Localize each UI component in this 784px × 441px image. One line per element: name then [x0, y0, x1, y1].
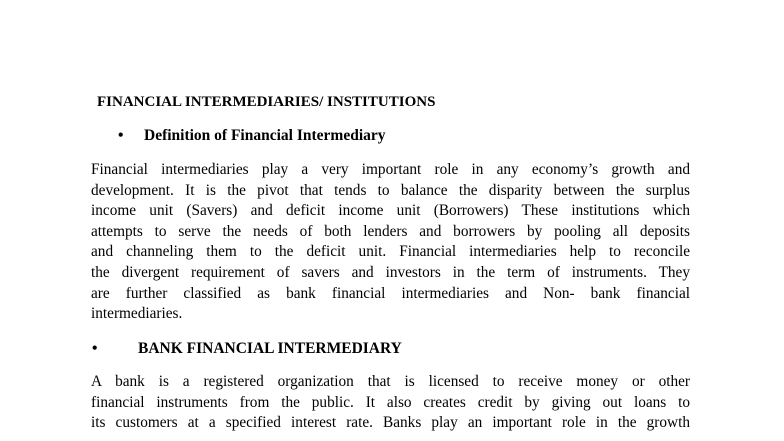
paragraph-line: attempts to serve the needs of both lenders and borrowers by pooling all deposits [91, 222, 690, 240]
bullet-icon: • [118, 127, 124, 144]
paragraph-line: income unit (Savers) and deficit income unit (Borrowers) These institutions which [91, 202, 690, 220]
section-title: BANK FINANCIAL INTERMEDIARY [138, 340, 402, 357]
bullet-icon: • [92, 340, 98, 357]
section-title: Definition of Financial Intermediary [144, 127, 386, 144]
definition-paragraph [91, 160, 690, 325]
paragraph-line: intermediaries. [91, 305, 183, 323]
page-heading: FINANCIAL INTERMEDIARIES/ INSTITUTIONS [97, 94, 436, 110]
paragraph-line: the divergent requirement of savers and investors in the term of instruments. They [91, 263, 690, 281]
paragraph-line: and channeling them to the deficit unit. Financial intermediaries help to reconcile [91, 243, 690, 261]
paragraph-line: development. It is the pivot that tends to balance the disparity between the surplus [91, 181, 690, 199]
paragraph-line: its customers at a specified interest rate. Banks play an important role in the growth [91, 414, 690, 432]
paragraph-line: are further classified as bank financial intermediaries and Non- bank financial [91, 284, 690, 302]
bank-paragraph [91, 372, 690, 434]
paragraph-line: A bank is a registered organization that is licensed to receive money or other [91, 373, 690, 390]
paragraph-line: financial instruments from the public. It also creates credit by giving out loans to [91, 393, 690, 411]
paragraph-line: Financial intermediaries play a very important role in any economy’s growth and [91, 161, 690, 178]
